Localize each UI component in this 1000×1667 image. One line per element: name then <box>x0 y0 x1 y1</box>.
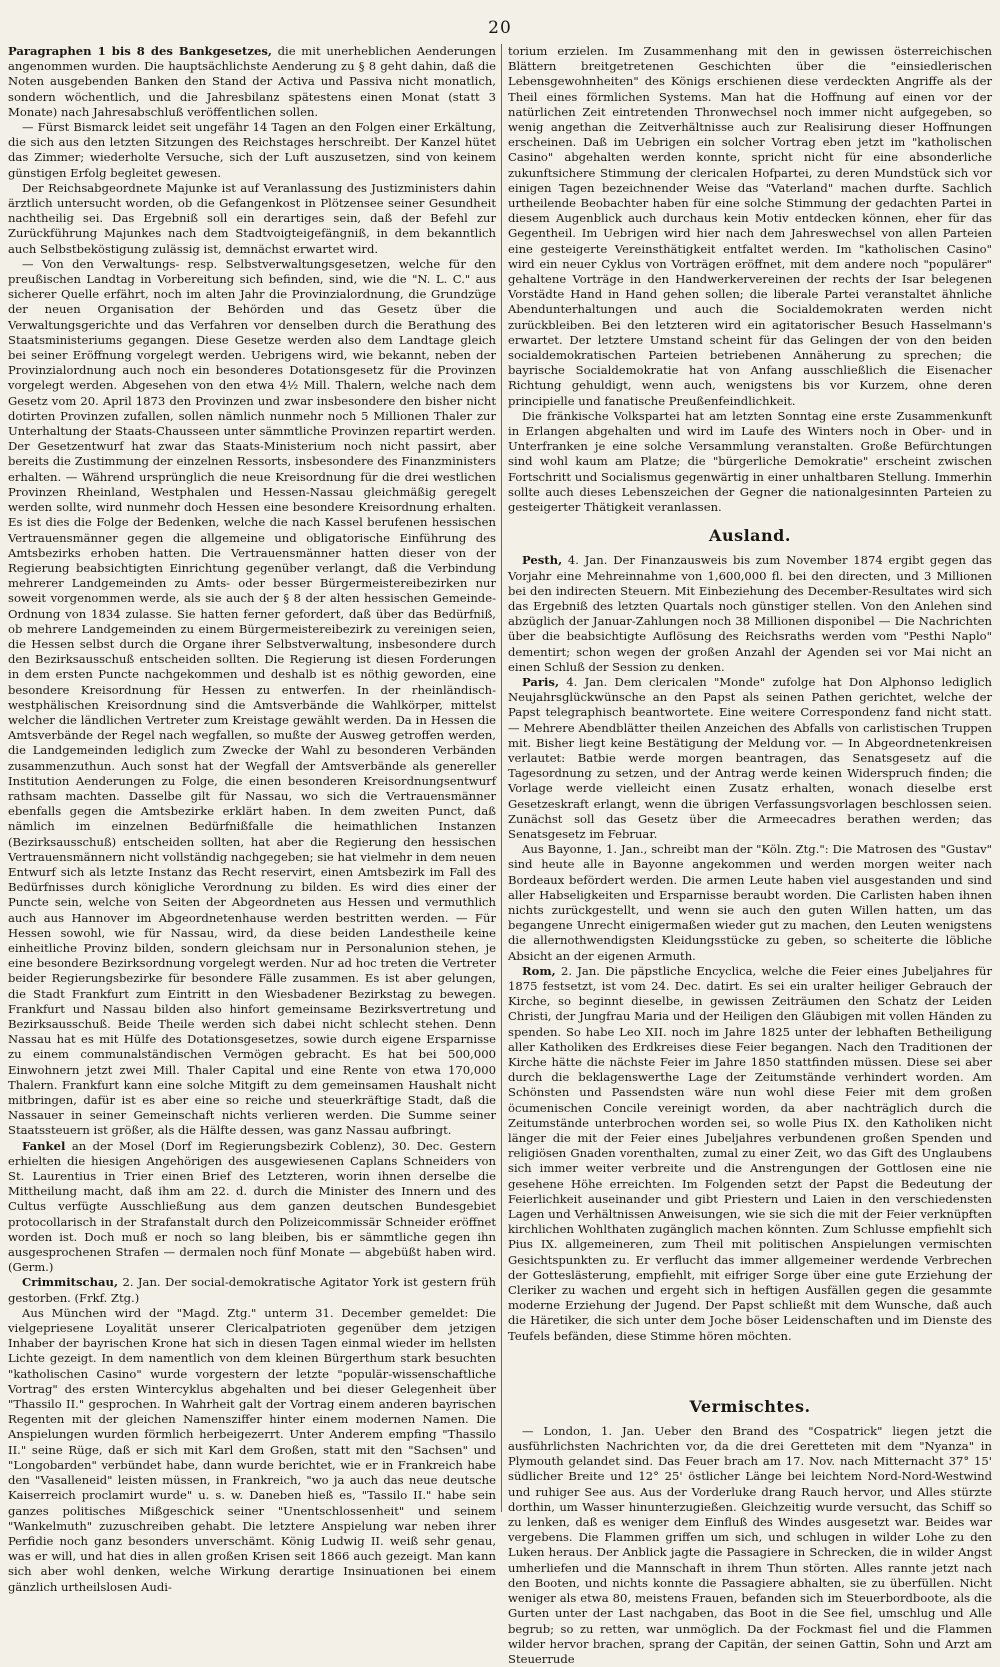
article-paris <box>508 675 992 842</box>
right-column <box>508 44 992 1666</box>
article-muenchen <box>8 1306 496 1595</box>
article-text: Der Reichsabgeordnete Majunke ist auf Veranlassung des Justizministers dahin ärztlich untersucht worden, ob die Gefangenkost in Plötzensee seiner Gesundheit nachtheilig sei. Das Ergebniß soll ein derartiges sein, daß der Befehl zur Zurückführung Majunkes nach dem Stadtvoigteigefängniß, in dem bekanntlich auch Selbstbeköstigung zulässig ist, demnächst erwartet wird. <box>8 180 496 256</box>
section-spacer <box>508 1344 992 1386</box>
article-text: torium erzielen. Im Zusammenhang mit den in gewissen österreichischen Blättern breitgetretenen Geschichten über die "einsiedlerischen Lebensgewohnheiten" des Königs erschienen diese verdeckten Angriffe als der Theil eines förmlichen Systems. Man hat die Hoffnung auf einen vor der natürlichen Zeit eintretenden Thronwechsel noch immer nicht aufgegeben, so wenig angethan die Zeitverhältnisse auch zur Realisirung dieser Hoffnungen erscheinen. Daß im Uebrigen ein solcher Vortrag eben jetzt im "katholischen Casino" abgehalten werden konnte, spricht nicht für eine absonderliche zukunftsichere Stimmung der clericalen Hofpartei, zu deren Mundstück sich vor einigen Tagen bezeichnender Weise das "Vaterland" machen durfte. Sachlich urtheilende Beobachter haben für eine solche Stimmung der gedachten Partei in diesem Augenblick auch durchaus kein Motiv entdecken können, eher für das Gegentheil. Im Uebrigen wird hier nach dem Jahreswechsel von allen Parteien eine gesteigerte Vereinsthätigkeit entfaltet werden. Im "katholischen Casino" wird ein neuer Cyklus von Vorträgen eröffnet, mit dem andere noch "populärer" gehaltene Vorträge in den Handwerkervereinen der rechts der Isar belegenen Vorstädte Hand in Hand gehen sollen; die liberale Partei veranstaltet ähnliche Abendunterhaltungen und auch die Socialdemokraten werden nicht zurückbleiben. Bei den letzteren wird ein agitatorischer Besuch Hasselmann's erwartet. Der letztere Umstand scheint für das Gelingen der von den beiden socialdemokratischen Parteien betriebenen Annäherung zu sprechen; die bayrische Socialdemokratie hat von Anfang ausschließlich die Eisenacher Richtung gehuldigt, wenn auch, wenigstens bis vor Kurzem, ohne deren principielle und fanatische Preußenfeindlichkeit. <box>508 44 992 408</box>
article-lead: Fankel <box>22 1138 66 1153</box>
article-bayonne <box>508 842 992 964</box>
article-text: 4. Jan. Dem clericalen "Monde" zufolge hat Don Alphonso lediglich Neujahrsglückwünsche an den Papst als seinen Pathen gerichtet, welche der Papst telegraphisch beantwortete. Eine weitere Correspondenz fand nicht statt. — Mehrere Abendblätter theilen Anzeichen des Abfalls von carlistischen Truppen mit. Bisher liegt keine Bestätigung der Meldung vor. — In Abgeordnetenkreisen verlautet: Batbie werde morgen beantragen, das Senatsgesetz auf die Tagesordnung zu setzen, und der Antrag werde keinen Widerspruch finden; die Vorlage werde vielleicht einen Zusatz erhalten, wonach dieselbe erst Gesetzeskraft erlangt, wenn die übrigen Verfassungsvorlagen beschlossen seien. Zunächst soll das Gesetz über die Armeecadres berathen werden; das Senatsgesetz im Februar. <box>508 674 992 841</box>
article-text: Die fränkische Volkspartei hat am letzten Sonntag eine erste Zusammenkunft in Erlangen abgehalten und wird im Laufe des Winters noch in Ober- und in Unterfranken je eine solche Versammlung veranstalten. Große Befürchtungen sind wohl kaum am Platze; die "bürgerliche Demokratie" erscheint zwischen Fortschritt und Socialismus gegenwärtig in einer unhaltbaren Stellung. Immerhin sollte auch dieses Lebenszeichen der Gegner die nationalgesinnten Parteien zu gesteigerter Thätigkeit veranlassen. <box>508 408 992 515</box>
article-text: — London, 1. Jan. Ueber den Brand des "Cospatrick" liegen jetzt die ausführlichsten Nachrichten vor, da die drei Geretteten mit dem "Nyanza" in Plymouth gelandet sind. Das Feuer brach am 17. Nov. nach Mitternacht 37° 15' südlicher Breite und 12° 25' östlicher Länge bei leichtem Nord-Nord-Westwind und ruhiger See aus. Aus der Vorderluke drang Rauch hervor, und Alles stürzte dorthin, um Wasser hinunterzugießen. Gleichzeitig wurde versucht, das Schiff so zu lenken, daß es weniger dem Einfluß des Windes ausgesetzt war. Beides war vergebens. Die Flammen griffen um sich, und schlugen in wilder Lohe zu den Luken heraus. Der Anblick jagte die Passagiere in Schrecken, die in wilder Angst umherliefen und die Mannschaft in ihrem Thun störten. Alles rannte jetzt nach den Booten, und nichts konnte die Passagiere abhalten, sie zu überfüllen. Nicht weniger als etwa 80, meistens Frauen, befanden sich im Steuerbordboote, als die Gurten unter der Last nachgaben, das Boot in die See fiel, umschlug und Alle begrub; so zu retten, war unmöglich. Da der Fockmast fiel und die Flammen wilder hervor brachen, sprang der Capitän, der seinen Gattin, Sohn und Arzt am Steuerrude <box>508 1423 992 1666</box>
section-heading-vermischtes: Vermischtes. <box>689 1396 811 1416</box>
article-lead: Crimmitschau, <box>22 1275 119 1290</box>
left-column <box>8 44 497 1594</box>
article-fankel <box>8 1139 496 1276</box>
article-text: — Von den Verwaltungs- resp. Selbstverwaltungsgesetzen, welche für den preußischen Landtag in Vorbereitung sich befinden, sind, wie die "N. L. C." aus sicherer Quelle erfährt, noch im alten Jahr die Provinzialordnung, die Grundzüge der neuen Organisation der Behörden und das Gesetz über die Verwaltungsgerichte und das Verfahren vor denselben durch die Berathung des Staatsministeriums gegangen. Diese Gesetze werden also dem Landtage gleich bei seiner Eröffnung vorgelegt werden. Uebrigens wird, wie bekannt, neben der Provinzialordnung auch noch ein besonderes Dotationsgesetz für die Provinzen vorgelegt werden. Abgesehen von den etwa 4½ Mill. Thalern, welche nach dem Gesetz vom 20. April 1873 den Provinzen und zwar insbesondere den bisher nicht dotirten Provinzen zufallen, sollen nämlich nunmehr noch 5 Millionen Thaler zur Unterhaltung der Staats-Chausseen unter sämmtliche Provinzen repartirt werden. Der Gesetzentwurf hat zwar das Staats-Ministerium noch nicht passirt, aber bereits die Zustimmung der einzelnen Ressorts, insbesondere des Finanzministers erhalten. — Während ursprünglich die neue Kreisordnung für die drei westlichen Provinzen Rheinland, Westphalen und Hessen-Nassau gleichmäßig geregelt werden sollte, wird nunmehr doch Hessen eine besondere Kreisordnung erhalten. Es ist dies die Folge der Bedenken, welche die nach Kassel berufenen hessischen Vertrauensmänner gegen die allgemeine und obligatorische Einführung des Amtsbezirks erhoben hatten. Die Vertrauensmänner hatten dieser von der Regierung beabsichtigten Einrichtung gegenüber verlangt, daß die Verbindung mehrerer Landgemeinden zu Amts- oder besser Bürgermeistereibezirken nur soweit vorgenommen werde, als sie auch der § 8 der alten hessischen Gemeinde-Ordnung von 1834 zulasse. Sie hatten ferner gefordert, daß über das Bedürfniß, ob mehrere Landgemeinden zu einem Bürgermeistereibezirk zu vereinigen seien, die Hessen selbst durch die Organe ihrer Selbstverwaltung, insbesondere durch den Bezirksausschuß entscheiden sollten. Die Regierung ist diesen Forderungen in dem ersten Puncte nachgekommen und deshalb ist es nöthig geworden, eine besondere Kreisordnung für Hessen zu entwerfen. In der rheinländisch-westphälischen Kreisordnung sind die Amtsverbände die Wahlkörper, mittelst welcher die ländlichen Vertreter zum Kreistage gewählt werden. Da in Hessen die Amtsverbände der Regel nach wegfallen, so mußte der Ausweg getroffen werden, die Landgemeinden lediglich zum Zwecke der Wahl zu besonderen Verbänden zusammenzuthun. Auch sonst hat der Wegfall der Amtsverbände als genereller Institution Aenderungen zu Folge, die einen besonderen Kreisordnungsentwurf rathsam machten. Dasselbe gilt für Nassau, wo sich die Vertrauensmänner ebenfalls gegen die Amtsbezirke erklärt haben. In dem zweiten Punct, daß nämlich im einzelnen Bedürfnißfalle die heimathlichen Instanzen (Bezirksausschuß) entscheiden sollten, hat aber die Regierung den hessischen Vertrauensmännern nicht vollständig nachgegeben; sie hat vielmehr in dem neuen Entwurf sich als letzte Instanz das Recht reservirt, einen Amtsbezirk im Fall des Bedürfnisses durch königliche Verordnung zu bilden. Es wird dies einer der Puncte sein, welche von Seiten der Abgeordneten aus Hessen und vermuthlich auch aus Hannover im Abgeordnetenhause werden bestritten werden. — Für Hessen sowohl, wie für Nassau, wird, da diese beiden Landestheile keine einheitliche Provinz bilden, sondern gleichsam nur in Personalunion stehen, je eine besondere Bezirksordnung vorgelegt werden. Nur ad hoc treten die Vertreter beider Regierungsbezirke für besondere Fälle zusammen. Es ist aber gelungen, die Stadt Frankfurt zum Eintritt in den Wiesbadener Bezirkstag zu bewegen. Frankfurt und Nassau bilden also hinfort gemeinsame Bezirksvertretung und Bezirksausschuß. Beide Theile werden sich dabei nicht schlecht stehen. Denn Nassau hat es mit Hülfe des Dotationsgesetzes, sowie durch eigene Ersparnisse zu einem communalständischen Vermögen gebracht. Es hat bei 500,000 Einwohnern jetzt zwei Mill. Thaler Capital und eine Rente von etwa 170,000 Thalern. Frankfurt kann eine solche Mitgift zu dem gemeinsamen Haushalt nicht mitbringen, dafür ist es aber eine so reiche und steuerkräftige Stadt, daß die Nassauer in seiner Gemeinschaft nichts verlieren werden. Die Summe seiner Staatssteuern ist größer, als die Hälfte dessen, was ganz Nassau aufbringt. <box>8 256 496 1138</box>
article-text: Aus Bayonne, 1. Jan., schreibt man der "Köln. Ztg.": Die Matrosen des "Gustav" sind heute alle in Bayonne angekommen und werden morgen weiter nach Bordeaux befördert werden. Die armen Leute haben viel ausgestanden und sind aller Habseligkeiten und Ersparnisse beraubt worden. Die Carlisten haben ihnen nichts zurückgestellt, und wenn sie auch den guten Willen hatten, um das begangene Unrecht einigermaßen wieder gut zu machen, den Leuten wenigstens die allernothwendigsten Kleidungsstücke zu geben, so scheiterte die löbliche Absicht an der eigenen Armuth. <box>508 842 992 963</box>
article-text: — Fürst Bismarck leidet seit ungefähr 14 Tagen an den Folgen einer Erkältung, die sich aus den letzten Sitzungen des Reichstages herschreibt. Der Kanzel hütet das Zimmer; wiederholte Versuche, sich der Luft auszusetzen, sind von keinem günstigen Erfolg begleitet gewesen. <box>8 120 496 180</box>
article-text: die mit unerheblichen Aenderungen angenommen wurden. Die hauptsächlichste Aenderung zu § 8 geht dahin, daß die Noten ausgebenden Banken den Stand der Activa und Passiva nicht monatlich, sondern wöchentlich, und die Jahresbilanz spätestens einen Monat (statt 3 Monate) nach Jahresabschluß veröffentlichen sollen. <box>8 44 496 119</box>
article-administrative-laws <box>8 257 496 1139</box>
article-london <box>508 1424 992 1667</box>
column-divider <box>501 44 502 1512</box>
article-bismarck <box>8 120 496 181</box>
article-text: an der Mosel (Dorf im Regierungsbezirk Coblenz), 30. Dec. Gestern erhielten die hiesigen Angehörigen des ausgewiesenen Caplans Schneiders von St. Laurentius in Trier einen Brief des Letzteren, worin ihnen derselbe die Mittheilung macht, daß ihm am 22. d. durch die Minister des Innern und des Cultus verfügte Ausschließung aus dem ganzen deutschen Bundesgebiet protocollarisch in der Strafanstalt durch den Polizeicommissär Schneider eröffnet worden ist. Doch muß er noch so lang bleiben, bis er sämmtliche gegen ihn ausgesprochenen Strafen — dermalen noch fünf Monate — abgebüßt haben wird. (Germ.) <box>8 1138 497 1275</box>
article-majunke <box>8 181 496 257</box>
article-pesth <box>508 553 992 675</box>
article-lead: Rom, <box>522 963 556 978</box>
article-muenchen-continued <box>508 44 992 409</box>
article-text: 2. Jan. Die päpstliche Encyclica, welche die Feier eines Jubeljahres für 1875 festsetzt, ist vom 24. Dec. datirt. Es sei ein uralter heiliger Gebrauch der Kirche, so beginnt dieselbe, in gewissen Zeiträumen den Schatz der Leiden Christi, der Jungfrau Maria und der Heiligen den Gläubigen mit vollen Händen zu spenden. So habe Leo XII. noch im Jahre 1825 unter der lebhaften Betheiligung aller Katholiken des Erdkreises diese Feier begangen. Nach den Traditionen der Kirche hätte die nächste Feier im Jahre 1850 stattfinden müssen. Diese sei aber durch die beklagenswerthe Lage der Zeitumstände verhindert worden. Am Schönsten und Passendsten wäre nun wohl diese Feier mit dem großen öcumenischen Concile vereinigt worden, da aber nachträglich durch die Zeitumstände unterbrochen worden sei, so wolle Pius IX. den Katholiken nicht länger die mit der Feier eines Jubeljahres verbundenen großen Spenden und religiösen Gnaden vorenthalten, zumal zu einer Zeit, wo das Gift des Unglaubens sich immer weiter verbreite und die Anstrengungen der Gottlosen eine nie gesehene Höhe erreichten. Im Folgenden setzt der Papst die Bedeutung der Feierlichkeit auseinander und gibt Priestern und Laien in den verschiedensten Lagen und Verhältnissen Anweisungen, wie sie sich die mit der Feier verknüpften kirchlichen Wohlthaten zugänglich machen könnten. Zum Schlusse empfiehlt sich Pius IX. allgemeineren, zum Theil mit politischen Anspielungen vermischten Gesichtspunkten zu. Er verflucht das immer allgemeiner werdende Verbrechen der Gotteslästerung, empfiehlt, mit eifriger Sorge über eine gute Erziehung der Cleriker zu wachen und ergeht sich in heftigen Ausfällen gegen die gesammte moderne Erziehung der Jugend. Der Papst schließt mit dem Wunsche, daß auch die Häretiker, die sich unter dem Joche böser Leidenschaften und im Dienste des Teufels befänden, diese Stimme hören möchten. <box>508 963 992 1343</box>
article-lead: Pesth, <box>522 553 563 568</box>
article-crimmitschau <box>8 1275 496 1305</box>
article-text: 2. Jan. Der social-demokratische Agitator York ist gestern früh gestorben. (Frkf. Ztg.) <box>8 1275 496 1305</box>
page-number: 20 <box>488 18 512 38</box>
article-text: Aus München wird der "Magd. Ztg." unterm 31. December gemeldet: Die vielgepriesene Loyalität unserer Clericalpatrioten gegenüber dem jetzigen Inhaber der bayrischen Krone hat sich in diesen Tagen einmal wieder im hellsten Lichte gezeigt. In dem namentlich von dem kleinen Bürgerthum stark besuchten "katholischen Casino" wurde vorgestern der letzte "populär-wissenschaftliche Vortrag" des ersten Wintercyklus abgehalten und bei dieser Gelegenheit über "Thassilo II." gesprochen. In Wahrheit galt der Vortrag einem anderen bayrischen Regenten mit der gleichen Namensziffer hinter einem modernen Namen. Die Anspielungen wurden förmlich herbeigezerrt. Unter Anderem empfing "Thassilo II." seine Rüge, daß er sich mit Karl dem Großen, statt mit den "Sachsen" und "Longobarden" verbündet habe, dann wurde berichtet, wie er in Frankreich habe den "Vasalleneid" leisten müssen, in Frankreich, "wo ja auch das neue deutsche Kaiserreich proclamirt wurde" u. s. w. Daneben hieß es, "Tassilo II." habe sein ganzes politisches Mißgeschick seiner "Unentschlossenheit" und seinem "Wankelmuth" zuzuschreiben gehabt. Die letztere Anspielung war neben ihrer Perfidie noch ganz besonders unverschämt. König Ludwig II. weiß sehr genau, was er will, und hat dies in allen großen Krisen seit 1866 auch gezeigt. Man kann sich aber wohl denken, welche Wirkung derartige Insinuationen bei einem gänzlich urtheilslosen Audi- <box>8 1305 496 1594</box>
article-lead: Paris, <box>522 674 559 689</box>
article-rom <box>508 964 992 1344</box>
article-bank-law <box>8 44 496 120</box>
article-text: 4. Jan. Der Finanzausweis bis zum November 1874 ergibt gegen das Vorjahr eine Mehreinnahme von 1,600,000 fl. bei den directen, und 3 Millionen bei den indirecten Steuern. Mit Einbeziehung des December-Resultates wird sich das Ergebniß des letzten Quartals noch günstiger stellen. Von den Anlehen sind abzüglich der Januar-Zahlungen noch 38 Millionen disponibel — Die Nachrichten über die beabsichtigte Auflösung des Reichsraths werden vom "Pesthi Naplo" dementirt; schon wegen der großen Anzahl der Agenden sei vor Mai nicht an einen Schluß der Session zu denken. <box>508 553 992 674</box>
article-volkspartei <box>508 409 992 515</box>
section-heading-ausland: Ausland. <box>709 526 791 546</box>
article-lead: Paragraphen 1 bis 8 des Bankgesetzes, <box>8 44 272 58</box>
